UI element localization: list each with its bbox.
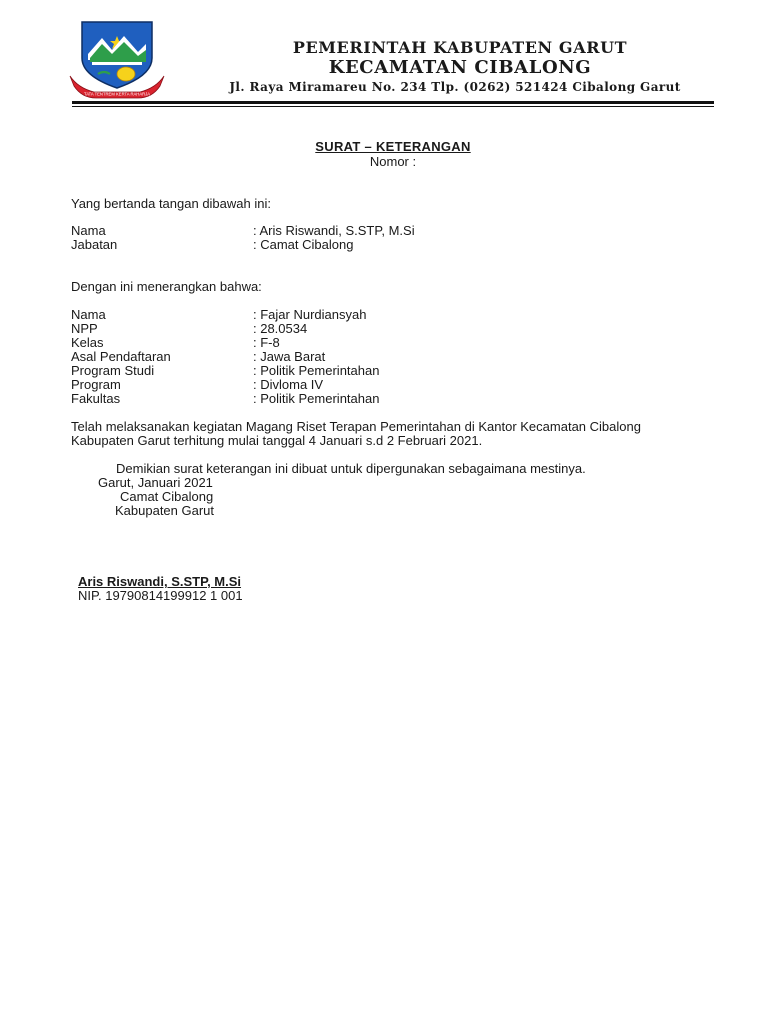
field-label: Jabatan [71, 237, 118, 252]
field-value: : Divloma IV [253, 377, 324, 392]
letter-title: SURAT – KETERANGAN [315, 139, 471, 154]
signer-nip: NIP. 19790814199912 1 001 [78, 588, 243, 603]
field-value: : Politik Pemerintahan [253, 363, 380, 378]
field-label: Kelas [71, 335, 104, 350]
field-label: Nama [71, 307, 106, 322]
field-label: Nama [71, 223, 106, 238]
signer-region: Kabupaten Garut [115, 503, 215, 518]
body-paragraph: Telah melaksanakan kegiatan Magang Riset Terapan Pemerintahan di Kantor Kecamatan Cibalong Kabupaten Garut terhitung mulai tanggal 4 Januari s.d 2 Februari 2021. [71, 419, 641, 448]
logo-motto: TATA TENTREM KERTA RAHARJA [83, 91, 151, 97]
header-divider-thin [72, 106, 714, 107]
field-value: : Aris Riswandi, S.STP, M.Si [253, 223, 415, 238]
intro-text: Yang bertanda tangan dibawah ini: [71, 196, 271, 211]
field-value: : 28.0534 [253, 321, 308, 336]
kabupaten-garut-logo [68, 14, 166, 100]
signer-name: Aris Riswandi, S.STP, M.Si [78, 574, 242, 589]
field-label: Program [71, 377, 121, 392]
field-label: Program Studi [71, 363, 155, 378]
field-value: : Camat Cibalong [253, 237, 354, 252]
field-label: NPP [71, 321, 98, 336]
district-name: KECAMATAN CIBALONG [328, 57, 592, 78]
field-label: Asal Pendaftaran [71, 349, 171, 364]
field-label: Fakultas [71, 391, 121, 406]
field-value: : Politik Pemerintahan [253, 391, 380, 406]
letter-number: Nomor : [369, 154, 417, 169]
place-date: Garut, Januari 2021 [98, 475, 213, 490]
signer-position: Camat Cibalong [120, 489, 214, 504]
field-value: : Fajar Nurdiansyah [253, 307, 367, 322]
closing-text: Demikian surat keterangan ini dibuat untuk dipergunakan sebagaimana mestinya. [116, 461, 586, 476]
header-divider-thick [72, 101, 714, 104]
field-value: : F-8 [253, 335, 280, 350]
field-value: : Jawa Barat [253, 349, 326, 364]
statement-text: Dengan ini menerangkan bahwa: [71, 279, 262, 294]
government-name: PEMERINTAH KABUPATEN GARUT [292, 38, 628, 57]
office-address: Jl. Raya Miramareu No. 234 Tlp. (0262) 521424 Cibalong Garut [229, 80, 681, 94]
